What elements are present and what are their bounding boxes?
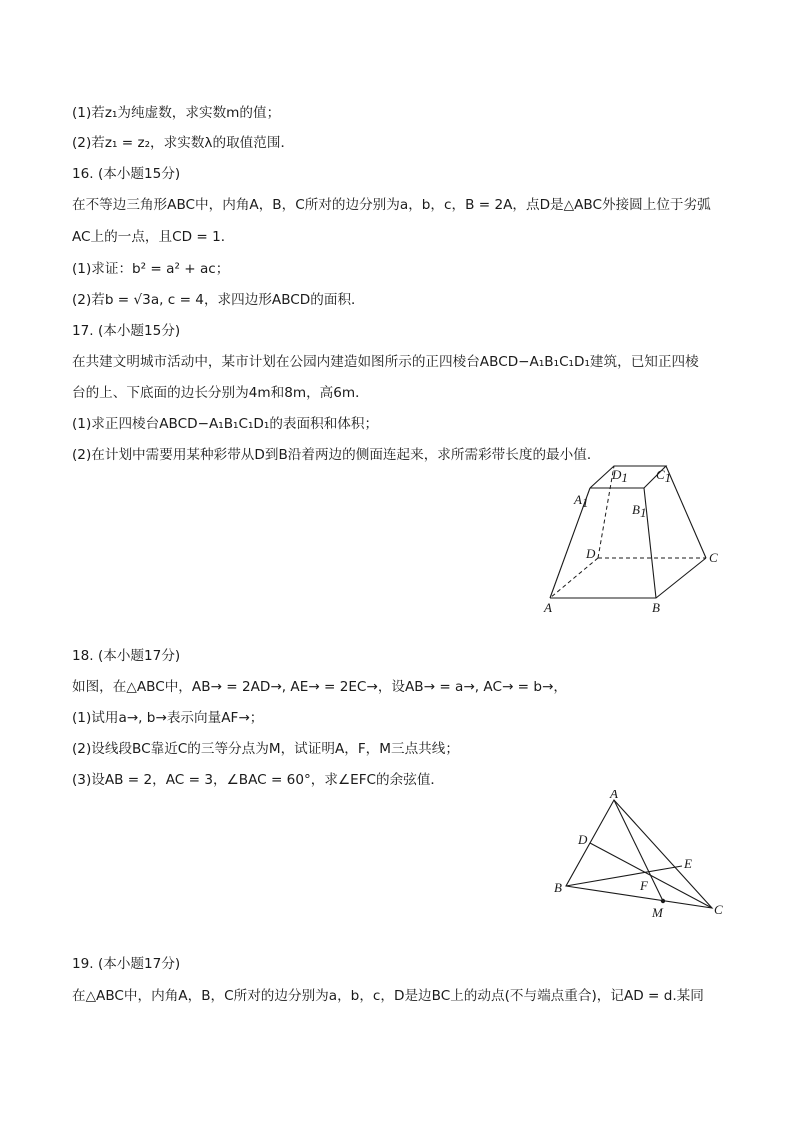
label-D1: D1	[612, 467, 628, 485]
line-11: (1)求正四棱台ABCD−A₁B₁C₁D₁的表面积和体积；	[72, 416, 379, 432]
line-16: (2)设线段BC靠近C的三等分点为M，试证明A，F，M三点共线；	[72, 741, 459, 757]
label-B: B	[652, 600, 660, 615]
label-F: F	[640, 878, 648, 893]
segment-am	[614, 800, 663, 901]
label-D: D	[578, 832, 588, 847]
label-C: C	[709, 550, 718, 565]
label-A: A	[544, 600, 552, 615]
problem-17-header: 17. (本小题15分)	[72, 323, 181, 339]
frustum-edge-cc1	[666, 466, 706, 558]
label-C: C	[714, 902, 723, 917]
line-7: (2)若b = √3a, c = 4，求四边形ABCD的面积．	[72, 292, 365, 308]
problem-16-header: 16. (本小题15分)	[72, 166, 181, 182]
label-E: E	[684, 856, 692, 871]
line-4: 在不等边三角形ABC中，内角A，B，C所对的边分别为a，b，c，B = 2A，点D是△ABC外接圆上位于劣弧	[72, 197, 711, 213]
problem-18-header: 18. (本小题17分)	[72, 648, 181, 664]
problem-19-header: 19. (本小题17分)	[72, 956, 181, 972]
label-B: B	[554, 880, 562, 895]
label-B1: B1	[632, 502, 647, 520]
triangle-abc	[566, 800, 712, 908]
label-D: D	[586, 546, 596, 561]
triangle-figure	[546, 790, 736, 926]
line-2: (2)若z₁ = z₂，求实数λ的取值范围．	[72, 135, 295, 151]
line-6: (1)求证：b² = a² + ac；	[72, 261, 230, 277]
label-C1: C1	[656, 467, 672, 485]
frustum-figure	[536, 462, 736, 620]
line-10: 台的上、下底面的边长分别为4m和8m，高6m．	[72, 385, 369, 401]
point-m	[661, 899, 665, 903]
frustum-top	[590, 466, 666, 488]
label-A: A	[610, 790, 618, 801]
line-12: (2)在计划中需要用某种彩带从D到B沿着两边的侧面连起来，求所需彩带长度的最小值．	[72, 447, 601, 463]
line-15: (1)试用a→, b→表示向量AF→；	[72, 710, 264, 726]
line-19: 在△ABC中，内角A，B，C所对的边分别为a，b，c，D是边BC上的动点(不与端点重合)，记AD = d.某同	[72, 988, 704, 1004]
line-14: 如图，在△ABC中，AB→ = 2AD→, AE→ = 2EC→，设AB→ = a→, AC→ = b→，	[72, 679, 568, 695]
line-5: AC上的一点，且CD = 1．	[72, 229, 235, 245]
label-M: M	[652, 905, 663, 920]
line-9: 在共建文明城市活动中，某市计划在公园内建造如图所示的正四棱台ABCD−A₁B₁C₁D₁建筑，已知正四棱	[72, 354, 699, 370]
line-17: (3)设AB = 2，AC = 3，∠BAC = 60°，求∠EFC的余弦值．	[72, 772, 445, 788]
line-1: (1)若z₁为纯虚数，求实数m的值；	[72, 105, 281, 121]
label-A1: A1	[574, 492, 589, 510]
